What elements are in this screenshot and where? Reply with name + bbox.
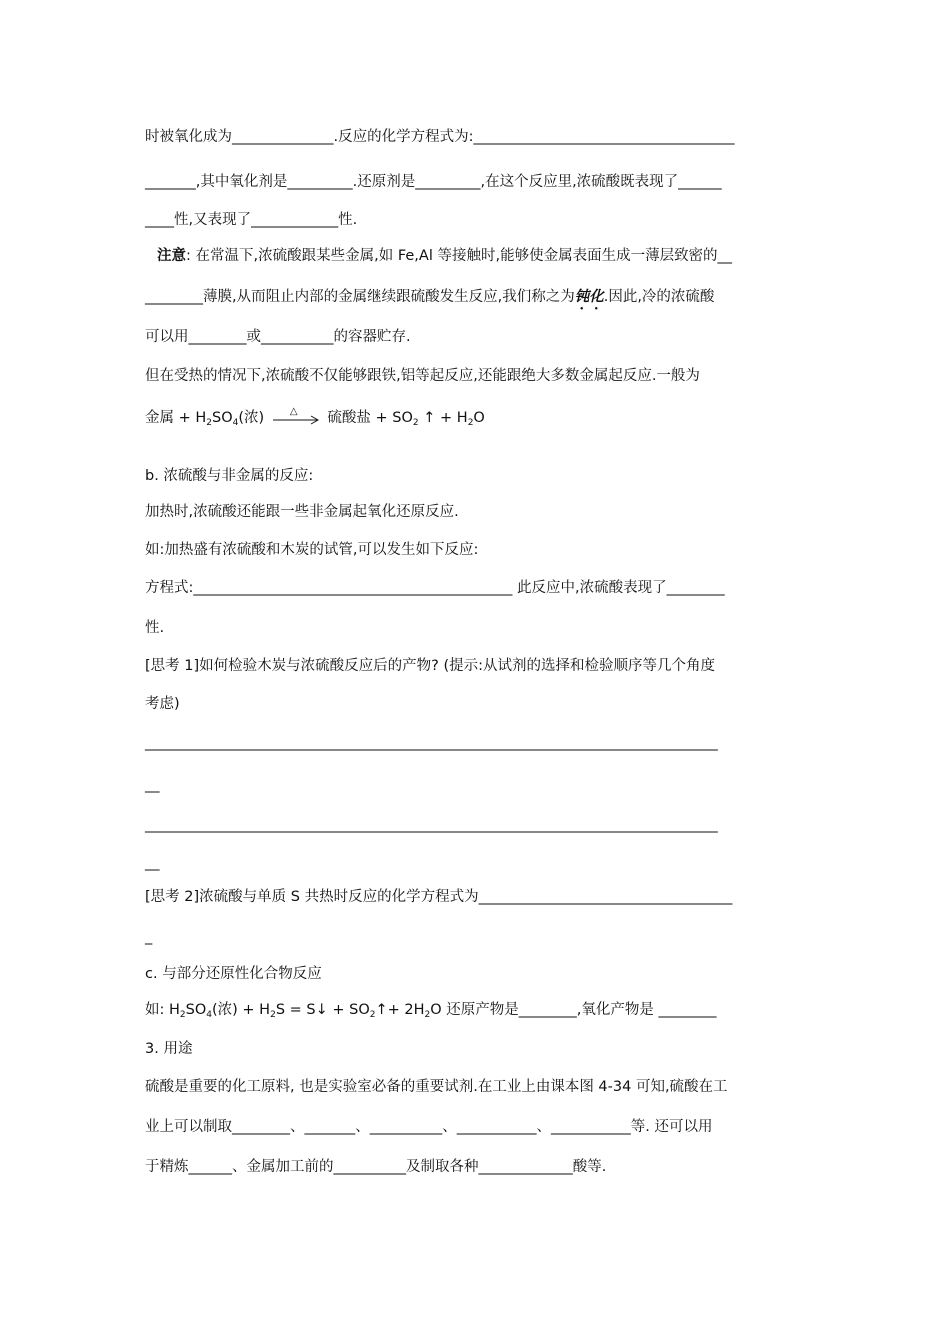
note-text: : 在常温下,浓硫酸跟某些金属,如 Fe,Al 等接触时,能够使金属表面生成一薄层致密的__ xyxy=(186,248,733,264)
text-line: 时被氧化成为______________.反应的化学方程式为:____________________________________ xyxy=(145,129,735,145)
think-1-question: [思考 1]如何检验木炭与浓硫酸反应后的产物? (提示:从试剂的选择和检验顺序等几个角度 xyxy=(145,658,715,674)
heat-condition: △ xyxy=(289,406,298,417)
text-line: 于精炼______、金属加工前的__________及制取各种_____________酸等. xyxy=(145,1159,607,1175)
note-line: 可以用________或__________的容器贮存. xyxy=(145,329,411,345)
equation-metal-acid: 金属 + $H_2SO_4$(浓) △ 硫酸盐 + $SO_2$ ↑ + $H_2O$ xyxy=(145,408,810,428)
answer-blank: _ xyxy=(145,929,153,945)
answer-blank: __ xyxy=(145,855,160,871)
arrow-icon xyxy=(271,408,321,428)
heating-arrow xyxy=(271,408,321,428)
text-line: ____性,又表现了____________性. xyxy=(145,212,358,228)
section-b-title: b. 浓硫酸与非金属的反应: xyxy=(145,468,314,484)
text-line: 硫酸是重要的化工原料, 也是实验室必备的重要试剂.在工业上由课本图 4-34 可知,硫酸在工 xyxy=(145,1079,728,1095)
note-label: 注意 xyxy=(157,248,186,264)
answer-blank: __ xyxy=(145,777,160,793)
text-line: 业上可以制取________、_______、__________、___________、___________等. 还可以用 xyxy=(145,1119,713,1135)
text-line: 性. xyxy=(145,620,165,636)
note-text: .因此,冷的浓硫酸 xyxy=(603,289,715,305)
note-line xyxy=(145,287,810,313)
think-2-question: [思考 2]浓硫酸与单质 S 共热时反应的化学方程式为___________________________________ xyxy=(145,889,733,905)
text-line: 但在受热的情况下,浓硫酸不仅能够跟铁,铝等起反应,还能跟绝大多数金属起反应.一般为 xyxy=(145,368,700,384)
passivation-term: 钝化 xyxy=(574,289,604,305)
section-3-title: 3. 用途 xyxy=(145,1041,193,1057)
answer-blank: _______________________________________________________________________________ xyxy=(145,735,718,751)
text-line: 加热时,浓硫酸还能跟一些非金属起氧化还原反应. xyxy=(145,504,459,520)
text-line: 方程式:____________________________________________ 此反应中,浓硫酸表现了________ xyxy=(145,580,725,596)
note-line xyxy=(157,246,812,266)
text-line: 如:加热盛有浓硫酸和木炭的试管,可以发生如下反应: xyxy=(145,542,479,558)
text-line: _______,其中氧化剂是_________.还原剂是_________,在这个反应里,浓硫酸既表现了______ xyxy=(145,174,722,190)
note-text: ________薄膜,从而阻止内部的金属继续跟硫酸发生反应,我们称之为 xyxy=(145,289,575,305)
answer-blank: _______________________________________________________________________________ xyxy=(145,817,718,833)
equation-h2s: 如: $H_2SO_4$(浓) + $H_2S$ = S↓ + $SO_2↑+ 2H_2O$ 还原产物是________,氧化产物是 ________ xyxy=(145,1002,717,1020)
section-c-title: c. 与部分还原性化合物反应 xyxy=(145,966,322,982)
text-line: 考虑) xyxy=(145,696,180,712)
